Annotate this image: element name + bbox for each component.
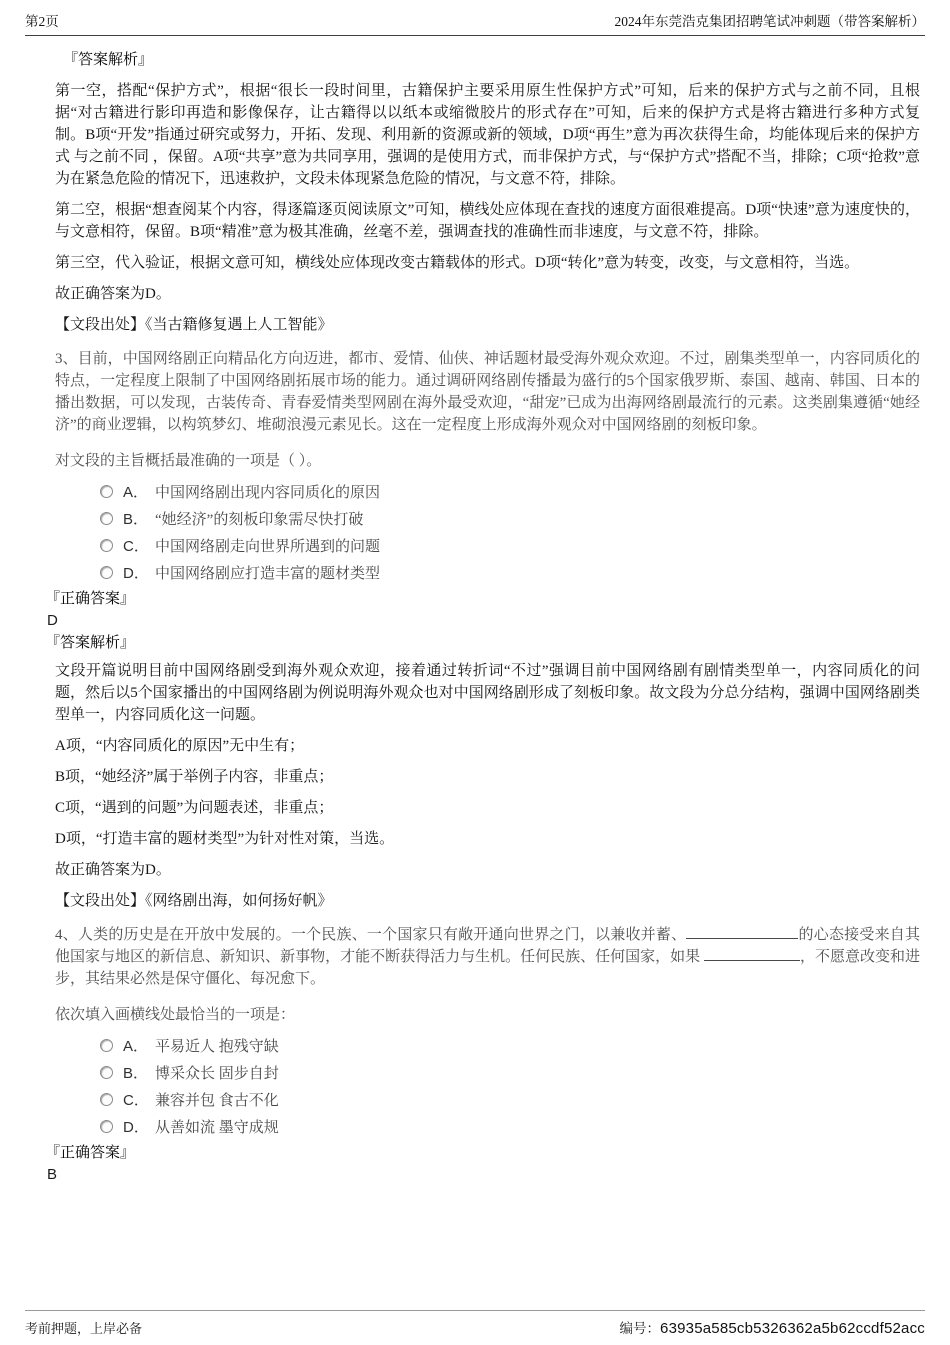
page-number: 第2页 [25, 14, 59, 29]
option-letter: A． [123, 1038, 149, 1055]
page-header [25, 10, 925, 36]
option-row-b[interactable] [100, 505, 920, 532]
option-text: 从善如流 墨守成规 [155, 1120, 279, 1136]
option-text: “她经济”的刻板印象需尽快打破 [155, 512, 364, 528]
option-letter: B． [123, 1065, 149, 1082]
conclusion-text: 故正确答案为D。 [55, 286, 171, 302]
correct-answer-value: D [47, 612, 58, 629]
radio-icon[interactable] [100, 1066, 113, 1079]
doc-id-row [620, 1317, 925, 1337]
correct-answer-label: 『正确答案』 [45, 1145, 136, 1161]
option-row-a[interactable] [100, 1032, 920, 1059]
option-text: 平易近人 抱残守缺 [155, 1039, 279, 1055]
doc-id-value: 63935a585cb5326362a5b62ccdf52acc [660, 1320, 925, 1337]
analysis-paragraph: 文段开篇说明目前中国网络剧受到海外观众欢迎，接着通过转折词“不过”强调目前中国网络剧有剧情类型单一，内容同质化的问题，然后以5个国家播出的中国网络剧为例说明海外观众也对中国网络剧形成了刻板印象。故文段为分总分结构，强调中国网络剧类型单一，内容同质化这一问题。 [55, 663, 920, 723]
page-footer [25, 1310, 925, 1337]
question-4-prompt: 依次填入画横线处最恰当的一项是： [55, 1007, 296, 1023]
option-text: 博采众长 固步自封 [155, 1066, 279, 1082]
analysis-point-a: A项，“内容同质化的原因”无中生有； [55, 738, 305, 754]
option-letter: C． [123, 538, 149, 555]
radio-icon[interactable] [100, 485, 113, 498]
footer-slogan: 考前押题，上岸必备 [25, 1321, 143, 1336]
option-row-d[interactable] [100, 559, 920, 586]
option-row-d[interactable] [100, 1113, 920, 1140]
option-text: 中国网络剧应打造丰富的题材类型 [155, 566, 381, 582]
option-letter: C． [123, 1092, 149, 1109]
question-3-stem: 3、目前，中国网络剧正向精品化方向迈进，都市、爱情、仙侠、神话题材最受海外观众欢迎。不过，剧集类型单一，内容同质化的特点，一定程度上限制了中国网络剧拓展市场的能力。通过调研网络剧传播最为盛行的5个国家俄罗斯、泰国、越南、韩国、日本的播出数据，可以发现，古装传奇、青春爱情类型网剧在海外最受欢迎，“甜宠”已成为出海网络剧最流行的元素。这类剧集遵循“她经济”的商业逻辑，以构筑梦幻、堆砌浪漫元素见长。这在一定程度上形成海外观众对中国网络剧的刻板印象。 [55, 351, 920, 433]
radio-icon[interactable] [100, 539, 113, 552]
analysis-label: 『答案解析』 [63, 52, 154, 68]
option-letter: D． [123, 1119, 149, 1136]
stem-segment: ，不愿意改变和进步，其结果必然是保守僵化、每况愈下。 [55, 949, 920, 987]
correct-answer-label: 『正确答案』 [45, 591, 136, 607]
question-3-prompt: 对文段的主旨概括最准确的一项是（ ）。 [55, 453, 322, 469]
option-row-b[interactable] [100, 1059, 920, 1086]
conclusion-text: 故正确答案为D。 [55, 862, 171, 878]
doc-id-label: 编号： [619, 1321, 661, 1336]
stem-segment: 的心态接受来自其他国家与地区的新信息、新知识、新事物，才能不断获得活力与生机。任何民族、任何国家，如果 [55, 927, 920, 965]
option-text: 中国网络剧出现内容同质化的原因 [155, 485, 381, 501]
option-text: 兼容并包 食古不化 [155, 1093, 279, 1109]
analysis-label: 『答案解析』 [45, 635, 136, 651]
option-letter: B． [123, 511, 149, 528]
option-letter: D． [123, 565, 149, 582]
analysis-paragraph: 第二空，根据“想查阅某个内容，得逐篇逐页阅读原文”可知，横线处应体现在查找的速度方面很难提高。D项“快速”意为速度快的，与文意相符，保留。B项“精准”意为极其准确，丝毫不差，强调查找的准确性而非速度，与文意不符，排除。 [55, 202, 920, 240]
stem-segment: 4、人类的历史是在开放中发展的。一个民族、一个国家只有敞开通向世界之门，以兼收并蓄、 [55, 927, 687, 943]
source-text: 【文段出处】《网络剧出海，如何扬好帆》 [55, 893, 333, 909]
option-row-a[interactable] [100, 478, 920, 505]
analysis-point-b: B项，“她经济”属于举例子内容，非重点； [55, 769, 334, 785]
analysis-point-c: C项，“遇到的问题”为问题表述，非重点； [55, 800, 334, 816]
radio-icon[interactable] [100, 1039, 113, 1052]
analysis-paragraph: 第三空，代入验证，根据文意可知，横线处应体现改变古籍载体的形式。D项“转化”意为转变，改变，与文意相符，当选。 [55, 255, 860, 271]
option-row-c[interactable] [100, 1086, 920, 1113]
question-4-options [100, 1032, 920, 1142]
document-title: 2024年东莞浩克集团招聘笔试冲刺题（带答案解析） [614, 14, 925, 29]
radio-icon[interactable] [100, 566, 113, 579]
source-text: 【文段出处】《当古籍修复遇上人工智能》 [55, 317, 333, 333]
blank-line [686, 924, 798, 939]
question-3-options [100, 478, 920, 588]
radio-icon[interactable] [100, 1093, 113, 1106]
analysis-paragraph: 第一空，搭配“保护方式”，根据“很长一段时间里，古籍保护主要采用原生性保护方式”可知，后来的保护方式与之前不同，且根据“对古籍进行影印再造和影像保存，让古籍得以以纸本或缩微胶片的形式存在”可知，后来的保护方式是将古籍进行多种方式复制。B项“开发”指通过研究或努力，开拓、发现、利用新的资源或新的领域，D项“再生”意为再次获得生命，均能体现后来的保护方式 与之前不同 ，保留。A项“共享”意为共同享用，强调的是使用方式，而非保护方式，与“保护方式”搭配不当，排除；C项“抢救”意为在紧急危险的情况下，迅速救护，文段未体现紧急危险的情况，与文意不符，排除。 [55, 83, 920, 187]
option-letter: A． [123, 484, 149, 501]
option-row-c[interactable] [100, 532, 920, 559]
analysis-point-d: D项，“打造丰富的题材类型”为针对性对策，当选。 [55, 831, 395, 847]
option-text: 中国网络剧走向世界所遇到的问题 [155, 539, 381, 555]
question-4-stem [55, 924, 920, 990]
blank-line [704, 946, 800, 961]
radio-icon[interactable] [100, 1120, 113, 1133]
correct-answer-value: B [47, 1166, 58, 1183]
radio-icon[interactable] [100, 512, 113, 525]
document-body [0, 36, 950, 1186]
